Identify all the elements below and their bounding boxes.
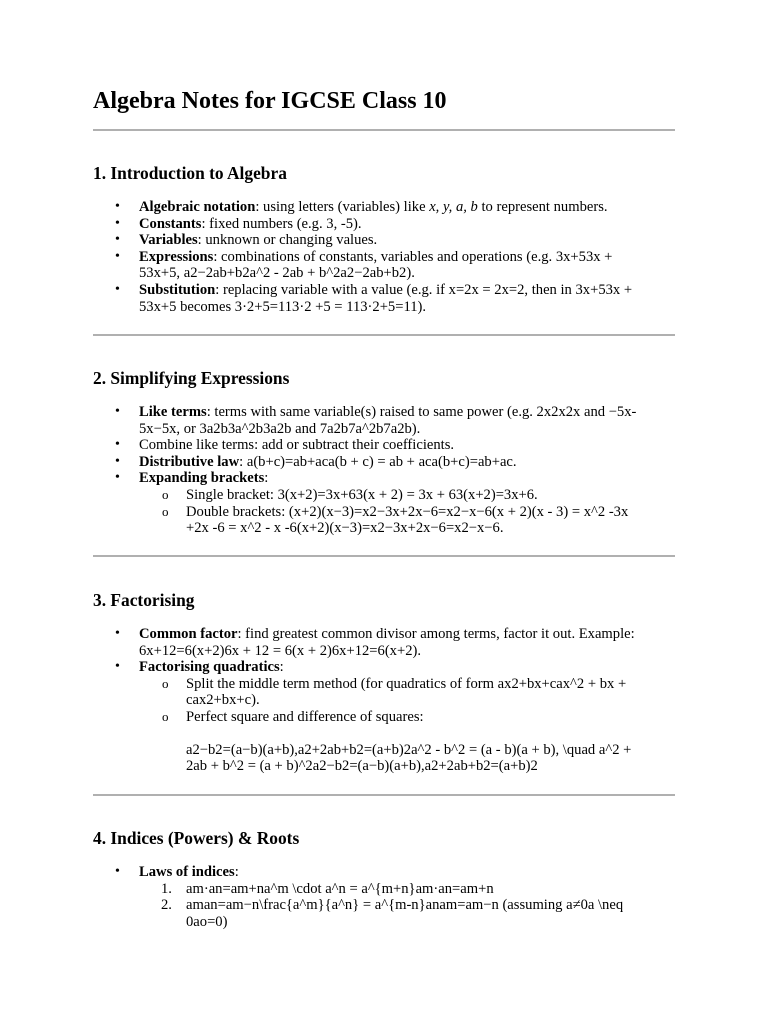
circle-marker: o [162,486,169,502]
list-item [93,404,653,437]
list-item [93,249,653,282]
sub-list-item [139,487,653,504]
section-2-list [93,404,653,537]
list-item [93,437,653,454]
item-text: : combinations of constants, variables and operations (e.g. 3x+53x + 53x+5, a2−2ab+b2a^2 - 2ab + b^2a2−2ab+b2). [139,248,613,282]
item-text: Perfect square and difference of squares: [186,708,424,725]
sub-list-item [139,504,653,537]
bullet-marker: • [115,404,120,419]
bullet-marker: • [115,199,120,214]
divider [93,555,675,557]
item-text: Single bracket: 3(x+2)=3x+63(x + 2) = 3x + 63(x+2)=3x+6. [186,486,538,503]
term: Algebraic notation [139,199,256,215]
list-item [93,232,653,249]
divider [93,334,675,336]
bullet-marker: • [115,437,120,453]
circle-marker: o [162,675,169,691]
item-text: Combine like terms: add or subtract their coefficients. [139,437,455,454]
item-text: : [264,470,269,487]
item-text: : terms with same variable(s) raised to same power (e.g. 2x2x2x and −5x-5x−5x, or 3a2b3a^2b3a2b and 7a2b7a^2b7a2b). [139,404,637,437]
term: Factorising quadratics [139,659,280,676]
term: Variables [139,232,198,249]
section-1-list [93,199,653,315]
sub-list [139,487,653,537]
number-marker: 2. [161,897,172,914]
variable-names: x, y, a, b [429,199,478,215]
item-text: Split the middle term method (for quadratics of form ax2+bx+cax^2 + bx + cax2+bx+c). [186,675,627,709]
term: Like terms [139,404,207,420]
term: Common factor [139,626,238,642]
bullet-marker: • [115,281,120,297]
bullet-marker: • [115,453,120,469]
item-text: : using letters (variables) like [255,199,430,215]
section-4-list [93,864,653,930]
bullet-marker: • [115,626,120,641]
section-1-heading: 1. Introduction to Algebra [93,163,287,183]
circle-marker: o [162,503,169,519]
sub-list-item [139,676,653,709]
numbered-list-item [139,881,653,898]
divider [93,129,675,131]
term: Expressions [139,248,214,265]
item-text: aman=am−n\frac{a^m}{a^n} = a^{m-n}anam=am−n (assuming a≠0a \neq 0ao=0) [186,897,624,930]
list-item [93,470,653,536]
bullet-marker: • [115,248,120,264]
section-4-heading: 4. Indices (Powers) & Roots [93,828,300,848]
item-text: : [234,864,239,880]
term: Distributive law [139,453,240,470]
item-text: : a(b+c)=ab+aca(b + c) = ab + aca(b+c)=ab+ac. [239,453,517,470]
list-item [93,659,653,775]
item-text: to represent numbers. [477,199,608,215]
term: Laws of indices [139,864,235,880]
term: Substitution [139,281,216,298]
bullet-marker: • [115,659,120,675]
term: Constants [139,215,202,232]
item-text: : fixed numbers (e.g. 3, -5). [201,215,362,232]
section-2-heading: 2. Simplifying Expressions [93,368,290,388]
item-text: : unknown or changing values. [197,232,378,249]
list-item [93,626,653,659]
sub-list-item [139,709,653,775]
list-item [93,454,653,471]
bullet-marker: • [115,232,120,248]
page-title: Algebra Notes for IGCSE Class 10 [93,88,447,114]
circle-marker: o [162,708,169,724]
list-item [93,199,653,216]
item-text: am·an=am+na^m \cdot a^n = a^{m+n}am·an=am+n [186,880,494,897]
list-item [93,216,653,233]
list-item [93,864,653,930]
list-item [93,282,653,315]
divider [93,794,675,796]
section-3-heading: 3. Factorising [93,590,195,610]
numbered-list [139,881,653,931]
item-text: : [279,659,284,676]
item-text: Double brackets: (x+2)(x−3)=x2−3x+2x−6=x2−x−6(x + 2)(x - 3) = x^2 -3x +2x -6 = x^2 - x -6(x+2)(x−3)=x2−3x+2x−6=x2−x−6. [186,503,629,537]
numbered-list-item [139,897,653,930]
formula: a2−b2=(a−b)(a+b),a2+2ab+b2=(a+b)2a^2 - b^2 = (a - b)(a + b), \quad a^2 + 2ab + b^2 = (a + b)^2a2−b2=(a−b)(a+b),a2+2ab+b2=(a+b)2 [186,741,632,775]
item-text: : replacing variable with a value (e.g. if x=2x = 2x=2, then in 3x+53x + 53x+5 becomes 3·2+5=113·2 +5 = 113·2+5=11). [139,281,633,315]
number-marker: 1. [161,880,172,897]
term: Expanding brackets [139,470,265,487]
section-3-list [93,626,653,775]
item-text: : find greatest common divisor among terms, factor it out. Example: 6x+12=6(x+2)6x + 12 = 6(x + 2)6x+12=6(x+2). [139,626,635,659]
sub-list [139,676,653,775]
bullet-marker: • [115,470,120,486]
bullet-marker: • [115,864,120,879]
bullet-marker: • [115,215,120,231]
